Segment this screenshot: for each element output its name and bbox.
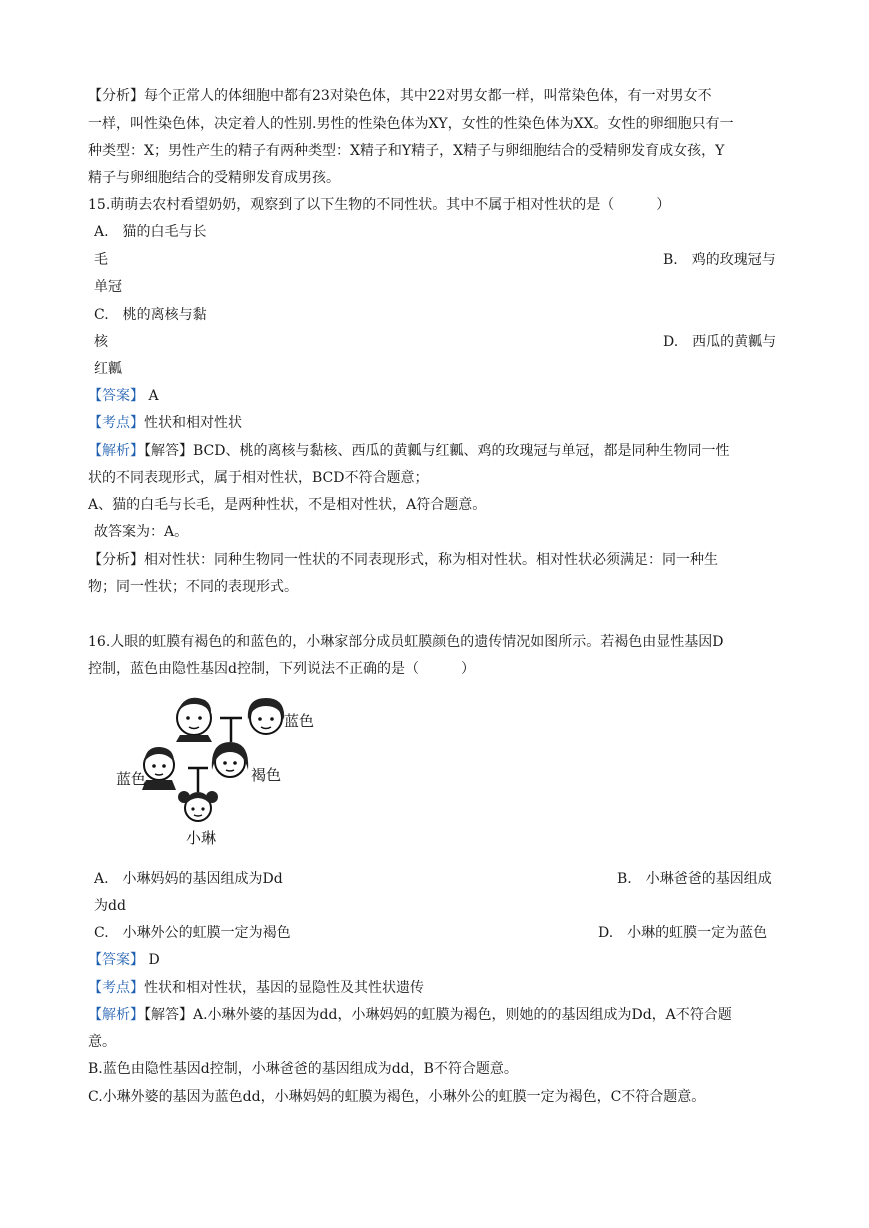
q15-option-a-cont: 毛 <box>94 252 108 268</box>
q15-analysis: 【分析】相对性状：同种生物同一性状的不同表现形式，称为相对性状。相对性状必须满足：同一种生 <box>88 552 718 568</box>
q15-option-a: A. 猫的白毛与长 <box>94 224 207 240</box>
q16-explain-line: B.蓝色由隐性基因d控制，小琳爸爸的基因组成为dd，B不符合题意。 <box>88 1061 518 1077</box>
dad-label: 蓝色 <box>116 770 147 788</box>
grandma-label: 蓝色 <box>284 712 315 730</box>
q16-explain-line: 意。 <box>88 1034 116 1050</box>
mom-icon <box>212 742 248 777</box>
explain-tag: 【解析】 <box>88 443 144 459</box>
analysis-tag: 【分析】 <box>88 88 144 104</box>
answer-tag: 【答案】 <box>88 952 144 968</box>
analysis-line: 种类型：X；男性产生的精子有两种类型：X精子和Y精子，X精子与卵细胞结合的受精卵发育成女孩，Y <box>88 143 725 159</box>
analysis-tag: 【分析】 <box>88 552 144 568</box>
q15-analysis-line: 物；同一性状；不同的表现形式。 <box>88 579 298 595</box>
dad-icon <box>142 747 176 790</box>
child-icon <box>178 791 218 821</box>
q15-explain-line: A、猫的白毛与长毛，是两种性状，不是相对性状，A符合题意。 <box>88 497 487 513</box>
q16-explain-line: C.小琳外婆的基因为蓝色dd，小琳妈妈的虹膜为褐色，小琳外公的虹膜一定为褐色，C不符合题意。 <box>88 1089 706 1105</box>
grandpa-icon <box>176 698 212 742</box>
q15-option-d: D. 西瓜的黄瓤与 <box>663 334 777 350</box>
analysis-line: 一样，叫性染色体，决定着人的性别.男性的性染色体为XY，女性的性染色体为XX。女性的卵细胞只有一 <box>88 116 734 132</box>
q15-explain-line: 状的不同表现形式，属于相对性状，BCD不符合题意； <box>88 470 429 486</box>
mom-label: 褐色 <box>251 766 282 784</box>
grandma-icon <box>248 698 284 734</box>
q16-point: 【考点】性状和相对性状，基因的显隐性及其性状遗传 <box>88 980 424 996</box>
q16-option-a: A. 小琳妈妈的基因组成为Dd <box>94 871 283 887</box>
answer-tag: 【答案】 <box>88 388 144 404</box>
q15-explain: 【解析】【解答】BCD、桃的离核与黏核、西瓜的黄瓤与红瓤、鸡的玫瑰冠与单冠，都是同种生物同一性 <box>88 443 730 459</box>
analysis-line: 【分析】每个正常人的体细胞中都有23对染色体，其中22对男女都一样，叫常染色体，有一对男女不 <box>88 88 712 104</box>
q15-point: 【考点】性状和相对性状 <box>88 415 242 431</box>
q15-option-c: C. 桃的离核与黏 <box>94 307 207 323</box>
pedigree-figure <box>112 690 342 850</box>
child-label: 小琳 <box>186 829 217 847</box>
point-tag: 【考点】 <box>88 415 144 431</box>
q16-explain: 【解析】【解答】A.小琳外婆的基因为dd，小琳妈妈的虹膜为褐色，则她的的基因组成为Dd，A不符合题 <box>88 1007 732 1023</box>
q16-option-c: C. 小琳外公的虹膜一定为褐色 <box>94 925 291 941</box>
question-16-stem-cont: 控制，蓝色由隐性基因d控制，下列说法不正确的是（ ） <box>88 661 475 677</box>
analysis-line: 精子与卵细胞结合的受精卵发育成男孩。 <box>88 170 340 186</box>
q16-answer: 【答案】 D <box>88 952 160 968</box>
q16-option-d: D. 小琳的虹膜一定为蓝色 <box>598 925 768 941</box>
q15-option-d-cont: 红瓤 <box>94 361 122 377</box>
q15-answer: 【答案】 A <box>88 388 159 404</box>
question-16-stem: 16.人眼的虹膜有褐色的和蓝色的，小琳家部分成员虹膜颜色的遗传情况如图所示。若褐色由显性基因D <box>88 634 724 650</box>
question-15-stem: 15.萌萌去农村看望奶奶，观察到了以下生物的不同性状。其中不属于相对性状的是（ ） <box>88 197 671 213</box>
q15-option-b: B. 鸡的玫瑰冠与 <box>663 252 776 268</box>
point-tag: 【考点】 <box>88 980 144 996</box>
q15-explain-line: 故答案为：A。 <box>94 524 189 540</box>
q16-option-b-cont: 为dd <box>94 898 126 914</box>
q15-option-b-cont: 单冠 <box>94 279 122 295</box>
q16-option-b: B. 小琳爸爸的基因组成 <box>617 871 772 887</box>
q15-option-c-cont: 核 <box>94 334 108 350</box>
explain-tag: 【解析】 <box>88 1007 144 1023</box>
